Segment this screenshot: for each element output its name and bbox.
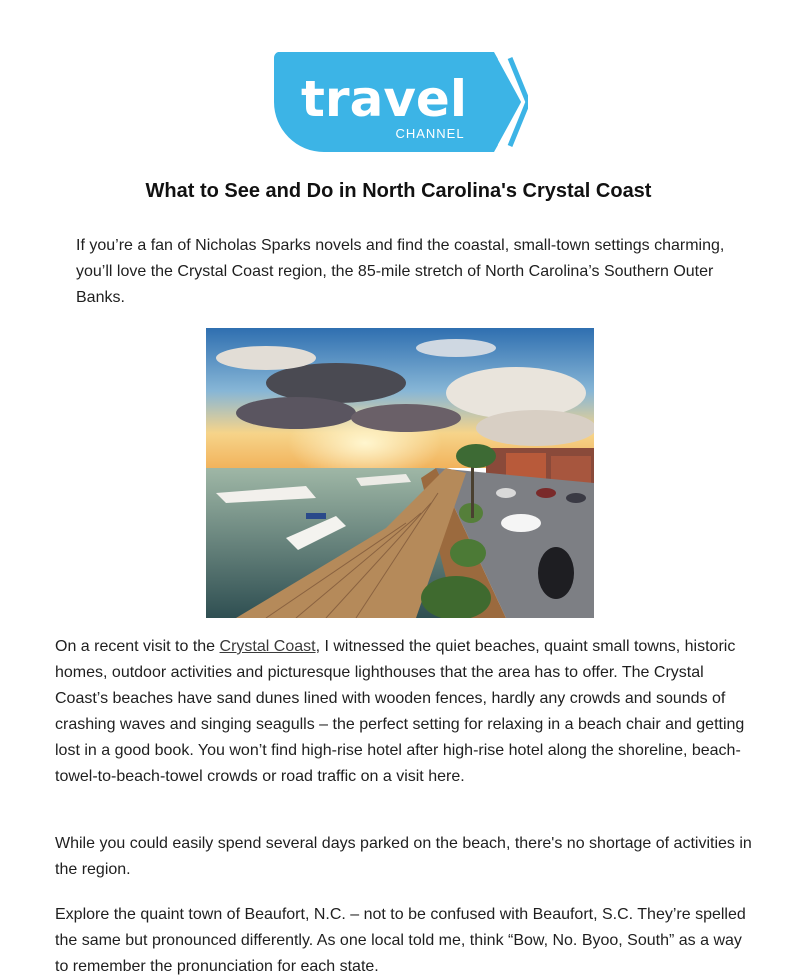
marina-harbor-photo <box>206 328 594 618</box>
p1-text-start: On a recent visit to the <box>55 638 220 655</box>
body-paragraph-3: Explore the quaint town of Beaufort, N.C. – not to be confused with Beaufort, S.C. They’re spelled the same but pronounced differently. As one local told me, think “Bow, No. Byoo, South” as a way to remember the pronunciation for each state. <box>55 906 746 975</box>
travel-channel-logo <box>272 52 528 156</box>
body-paragraph-2: While you could easily spend several days parked on the beach, there's no shortage of activities in the region. <box>55 835 752 878</box>
logo-subword: CHANNEL <box>395 126 465 141</box>
p1-text-end: , I witnessed the quiet beaches, quaint small towns, historic homes, outdoor activities and picturesque lighthouses that the area has to offer. The Crystal Coast’s beaches have sand dunes lined with wooden fences, hardly any crowds and sounds of crashing waves and singing seagulls – the perfect setting for relaxing in a beach chair and getting lost in a good book. You won’t find high-rise hotel after high-rise hotel along the shoreline, beach-towel-to-beach-towel crowds or road traffic on a visit here. <box>55 638 745 785</box>
intro-paragraph: If you’re a fan of Nicholas Sparks novels and find the coastal, small-town settings charming, you’ll love the Crystal Coast region, the 85-mile stretch of North Carolina’s Southern Outer Banks. <box>76 237 725 306</box>
logo-word: travel <box>301 70 467 128</box>
body-paragraph-1 <box>55 634 755 790</box>
crystal-coast-link[interactable]: Crystal Coast <box>219 638 316 655</box>
article-title: What to See and Do in North Carolina's Crystal Coast <box>145 180 652 202</box>
